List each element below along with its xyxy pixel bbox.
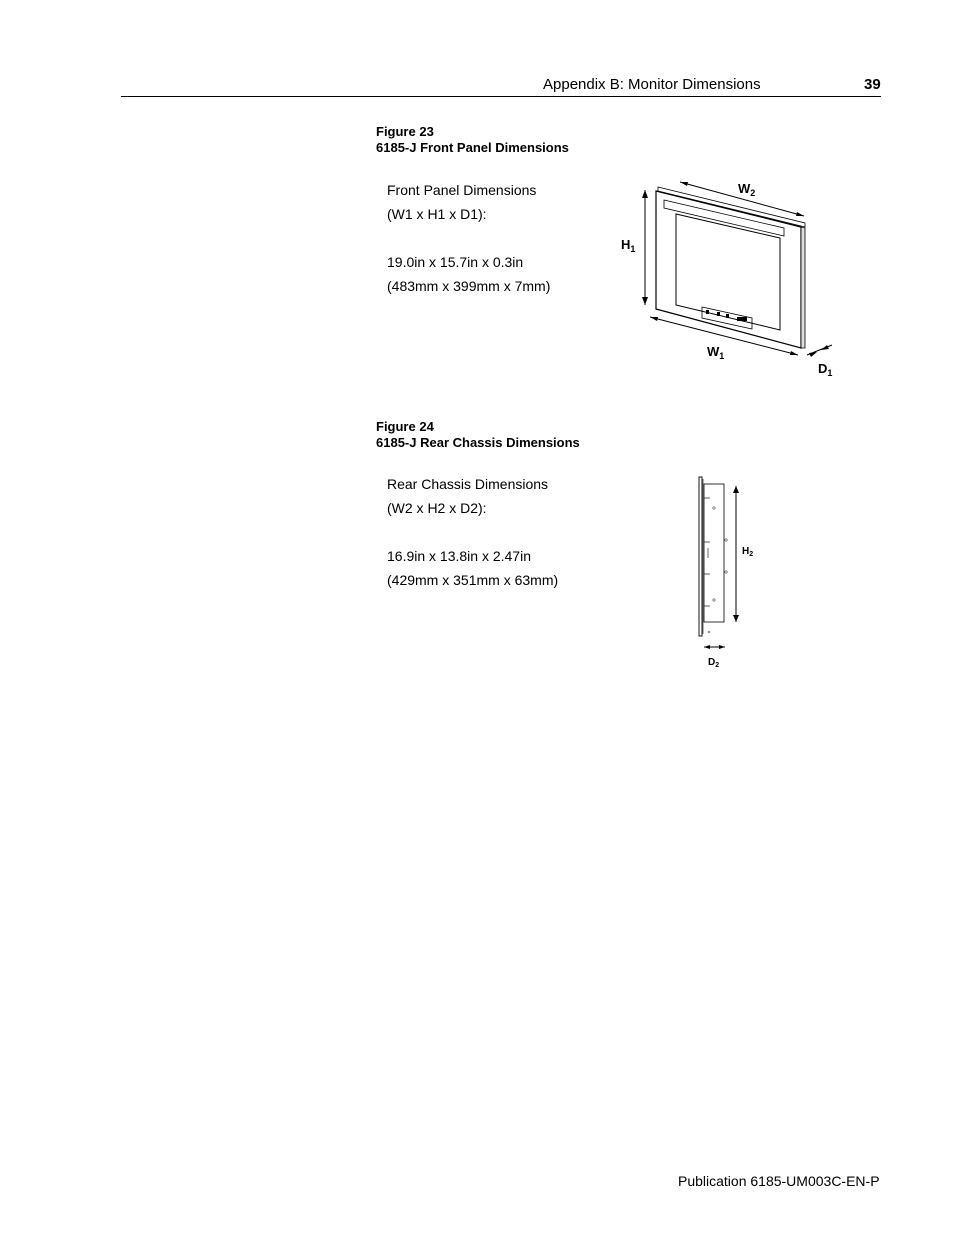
w2-label: $W_2$ bbox=[738, 181, 756, 198]
spec-line: (483mm x 399mm x 7mm) bbox=[387, 278, 551, 294]
figure-24-number: Figure 24 bbox=[376, 419, 434, 434]
figure-24-title: 6185-J Rear Chassis Dimensions bbox=[376, 435, 580, 450]
front-panel-diagram bbox=[600, 170, 860, 385]
panel-edge bbox=[699, 477, 702, 636]
publication-footer: Publication 6185-UM003C-EN-P bbox=[678, 1173, 880, 1189]
spec-line: Front Panel Dimensions bbox=[387, 182, 537, 198]
header-rule bbox=[121, 96, 881, 97]
spec-line: 19.0in x 15.7in x 0.3in bbox=[387, 254, 524, 270]
rear-chassis-diagram bbox=[680, 470, 780, 675]
figure-23-specs bbox=[387, 178, 550, 298]
h2-label: $H_2$ bbox=[742, 546, 754, 558]
d1-label: $D_1$ bbox=[818, 361, 833, 378]
spec-line: 16.9in x 13.8in x 2.47in bbox=[387, 548, 531, 564]
spec-line: (429mm x 351mm x 63mm) bbox=[387, 572, 559, 588]
figure-23-caption bbox=[376, 124, 569, 156]
figure-23-number: Figure 23 bbox=[376, 124, 434, 139]
page-number: 39 bbox=[864, 76, 881, 93]
spec-line: (W2 x H2 x D2): bbox=[387, 500, 487, 516]
figure-23-title: 6185-J Front Panel Dimensions bbox=[376, 140, 569, 155]
h1-label: $H_1$ bbox=[621, 237, 636, 254]
d2-label: $D_2$ bbox=[708, 657, 720, 669]
figure-24-specs bbox=[387, 472, 558, 592]
spec-line: Rear Chassis Dimensions bbox=[387, 476, 549, 492]
figure-24-caption bbox=[376, 419, 580, 451]
spec-line: (W1 x H1 x D1): bbox=[387, 206, 487, 222]
w1-label: $W_1$ bbox=[707, 344, 725, 361]
page-header-title: Appendix B: Monitor Dimensions bbox=[543, 76, 761, 93]
